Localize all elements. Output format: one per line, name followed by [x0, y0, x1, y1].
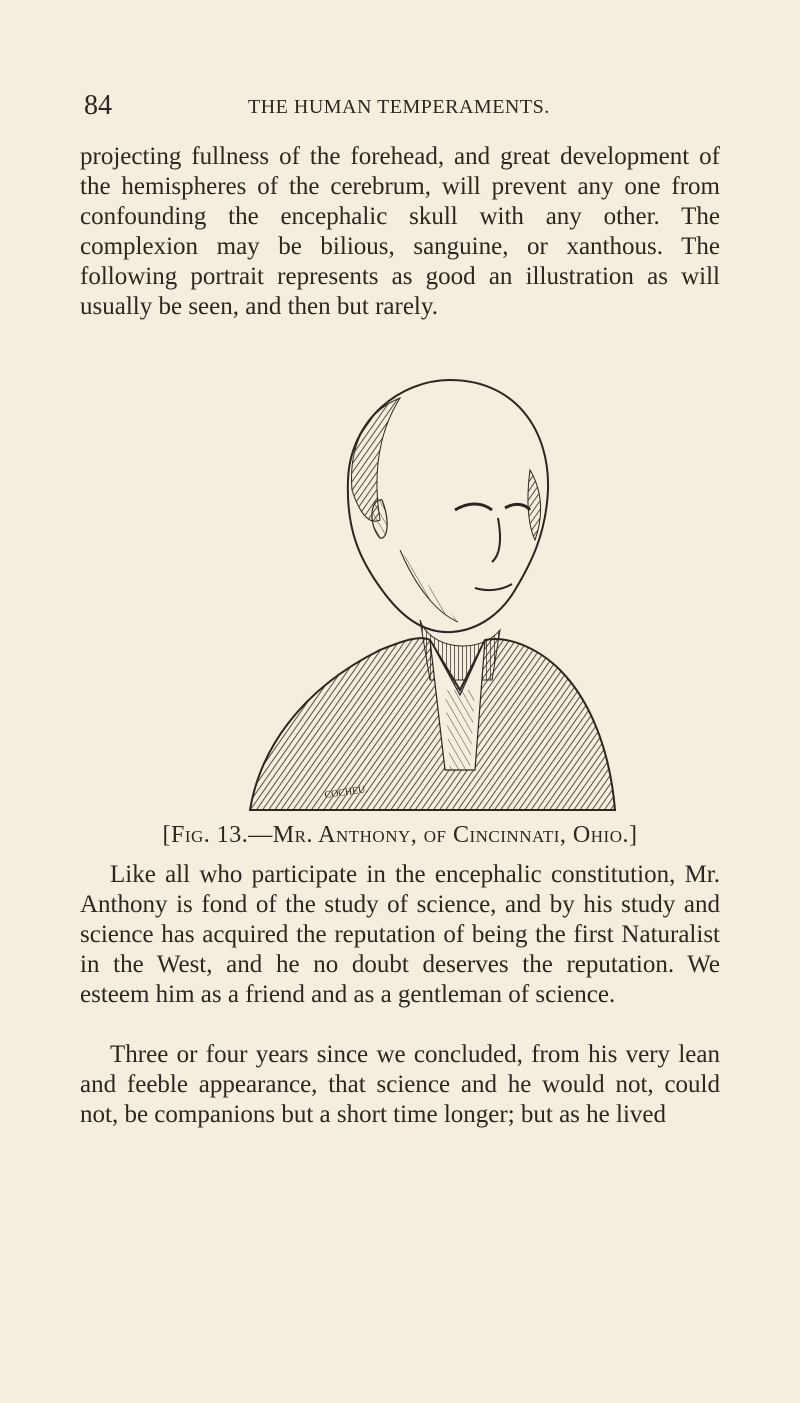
engraver-signature: COCHEU.	[323, 784, 369, 801]
page-number: 84	[84, 90, 112, 121]
portrait-engraving	[230, 350, 630, 820]
figure-caption: [Fig. 13.—Mr. Anthony, of Cincinnati, Ohio.]	[162, 822, 638, 848]
page-header	[84, 90, 554, 120]
paragraph-three-years: Three or four years since we concluded, from his very lean and feeble appearance, that science and he would not, could not, be companions but a short time longer; but as he lived	[80, 1041, 720, 1128]
paragraph-intro: projecting fullness of the forehead, and great development of the hemispheres of the cerebrum, will prevent any one from confounding the encephalic skull with any other. The complexion may be bilious, sanguine, or xanthous. The following portrait represents as good an illustration as will usually be seen, and then but rarely.	[80, 143, 720, 320]
paragraph-anthony: Like all who participate in the encephalic constitution, Mr. Anthony is fond of the study of science, and by his study and science has acquired the reputation of being the first Naturalist in the West, and he no doubt deserves the reputation. We esteem him as a friend and as a gentleman of science.	[80, 861, 720, 1008]
running-head: THE HUMAN TEMPERAMENTS.	[248, 96, 550, 118]
